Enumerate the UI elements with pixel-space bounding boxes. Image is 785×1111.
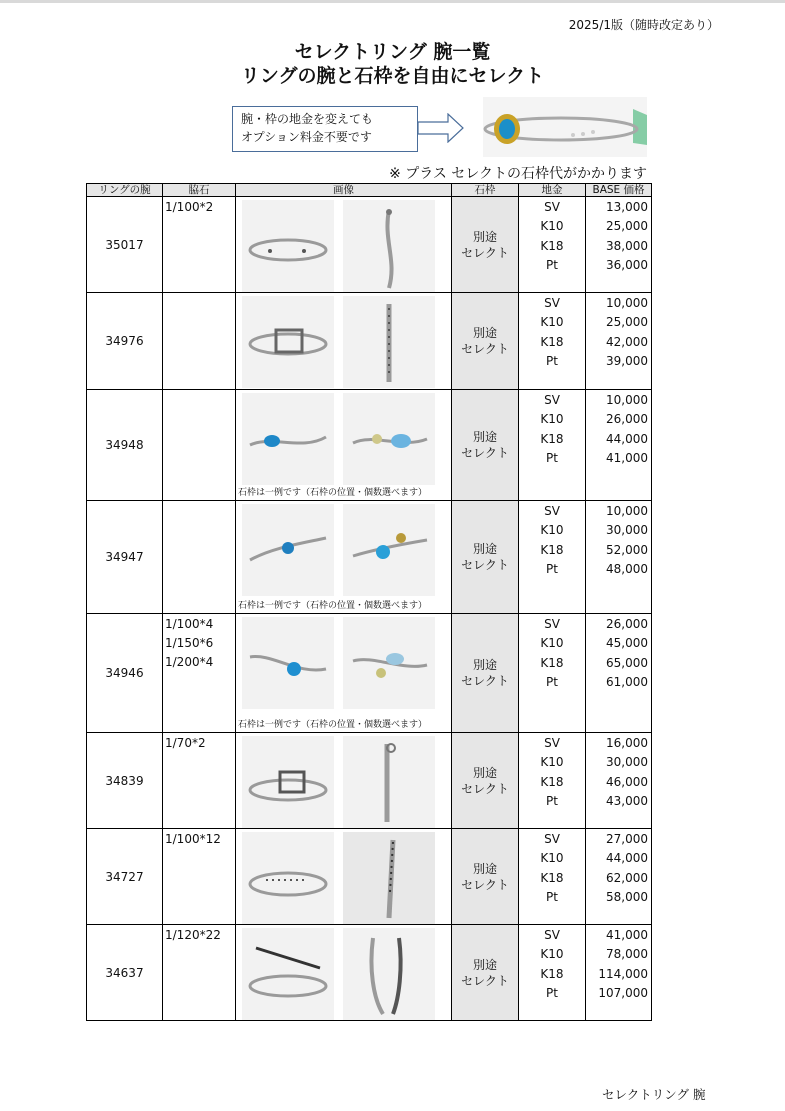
- table-row: [87, 390, 652, 501]
- metal-sv: SV: [544, 393, 560, 407]
- ring-model: 34637: [87, 925, 163, 1021]
- ring-images: [236, 501, 452, 614]
- side-stone-spec: 1/200*4: [165, 655, 214, 669]
- metal-k18: K18: [540, 870, 564, 885]
- side-stone-spec: 1/70*2: [165, 736, 206, 750]
- table-row: [87, 829, 652, 925]
- ring-table: [86, 183, 652, 1021]
- metal-sv: SV: [544, 617, 560, 631]
- ring-photo-side: [343, 393, 435, 485]
- metal-sv: SV: [544, 736, 560, 750]
- title-line-1: セレクトリング 腕一覧: [294, 41, 491, 63]
- ring-photo-front: [242, 504, 334, 596]
- price-cell: [586, 614, 652, 733]
- frame-text-1: 別途: [472, 765, 497, 780]
- price-cell: [586, 197, 652, 293]
- frame-text-2: セレクト: [461, 342, 509, 356]
- metal-k10: K10: [540, 636, 564, 651]
- frame-cell: [452, 390, 519, 501]
- frame-text-1: 別途: [472, 658, 497, 672]
- price-k18: 38,000: [606, 238, 648, 253]
- header-price: BASE 価格: [586, 184, 652, 197]
- header-image: 画像: [236, 184, 452, 197]
- ring-photo-front: [242, 736, 334, 828]
- price-pt: 61,000: [606, 674, 648, 689]
- metal-cell: [519, 733, 586, 829]
- side-stone-spec: 1/150*6: [165, 636, 214, 650]
- price-pt: 39,000: [606, 353, 648, 368]
- header-frame: 石枠: [452, 184, 519, 197]
- ring-images: [236, 614, 452, 733]
- ring-model: 34976: [87, 293, 163, 390]
- frame-text-1: 別途: [472, 542, 497, 556]
- metal-cell: [519, 293, 586, 390]
- ring-images: [236, 733, 452, 829]
- price-k10: 30,000: [606, 523, 648, 538]
- metal-k18: K18: [540, 334, 564, 349]
- metal-cell: [519, 829, 586, 925]
- price-k10: 30,000: [606, 755, 648, 770]
- metal-cell: [519, 501, 586, 614]
- ring-images: [236, 829, 452, 925]
- frame-text-2: セレクト: [461, 877, 509, 892]
- side-stone-spec: 1/100*12: [165, 832, 221, 846]
- frame-cell: [452, 614, 519, 733]
- side-stones: [163, 197, 236, 293]
- frame-text-1: 別途: [472, 957, 497, 972]
- frame-text-1: 別途: [472, 326, 497, 340]
- metal-pt: Pt: [546, 561, 558, 576]
- side-stones: [163, 501, 236, 614]
- ring-photo-front: [242, 617, 334, 709]
- table-row: [87, 925, 652, 1021]
- metal-k18: K18: [540, 238, 564, 253]
- metal-cell: [519, 390, 586, 501]
- ring-images: [236, 197, 452, 293]
- frame-cell: [452, 501, 519, 614]
- price-k10: 44,000: [606, 851, 648, 866]
- frame-text-2: セレクト: [461, 674, 509, 688]
- ring-photo-hero: [483, 97, 647, 157]
- table-row: [87, 501, 652, 614]
- price-cell: [586, 925, 652, 1021]
- header-metal: 地金: [519, 184, 586, 197]
- price-k10: 78,000: [606, 947, 648, 962]
- side-stones: [163, 293, 236, 390]
- metal-k10: K10: [540, 412, 564, 427]
- price-sv: 10,000: [606, 393, 648, 407]
- table-row: [87, 197, 652, 293]
- metal-cell: [519, 925, 586, 1021]
- metal-k18: K18: [540, 542, 564, 557]
- price-pt: 41,000: [606, 450, 648, 465]
- metal-k18: K18: [540, 655, 564, 670]
- table-header-row: [87, 184, 652, 197]
- price-k18: 44,000: [606, 431, 648, 446]
- header-model: リングの腕: [87, 184, 163, 197]
- metal-k10: K10: [540, 219, 564, 234]
- frame-cell: [452, 733, 519, 829]
- metal-sv: SV: [544, 832, 560, 846]
- metal-k18: K18: [540, 774, 564, 789]
- frame-text-2: セレクト: [461, 245, 509, 260]
- ring-images: [236, 293, 452, 390]
- table-row: [87, 614, 652, 733]
- metal-k10: K10: [540, 523, 564, 538]
- price-sv: 10,000: [606, 504, 648, 518]
- callout-line-2: オプション料金不要です: [241, 130, 372, 144]
- surcharge-note: ※ プラス セレクトの石枠代がかかります: [389, 166, 647, 182]
- metal-pt: Pt: [546, 793, 558, 808]
- ring-images: [236, 390, 452, 501]
- page-title: [0, 40, 785, 88]
- side-stones: [163, 614, 236, 733]
- metal-sv: SV: [544, 504, 560, 518]
- ring-photo-side: [343, 200, 435, 292]
- metal-pt: Pt: [546, 674, 558, 689]
- metal-k18: K18: [540, 966, 564, 981]
- metal-k10: K10: [540, 755, 564, 770]
- price-cell: [586, 501, 652, 614]
- callout-box: [232, 106, 418, 152]
- metal-pt: Pt: [546, 257, 558, 272]
- metal-k10: K10: [540, 851, 564, 866]
- frame-cell: [452, 293, 519, 390]
- metal-pt: Pt: [546, 985, 558, 1000]
- metal-pt: Pt: [546, 450, 558, 465]
- metal-cell: [519, 197, 586, 293]
- frame-cell: [452, 197, 519, 293]
- side-stones: [163, 733, 236, 829]
- price-k18: 114,000: [598, 966, 648, 981]
- ring-photo-side: [343, 296, 435, 388]
- side-stones: [163, 390, 236, 501]
- frame-text-2: セレクト: [461, 446, 509, 460]
- frame-cell: [452, 829, 519, 925]
- ring-photo-side: [343, 832, 435, 924]
- price-sv: 41,000: [606, 928, 648, 942]
- frame-text-1: 別途: [472, 229, 497, 244]
- metal-cell: [519, 614, 586, 733]
- image-caption: 石枠は一例です（石枠の位置・個数選べます）: [238, 488, 428, 498]
- ring-model: 35017: [87, 197, 163, 293]
- ring-photo-side: [343, 617, 435, 709]
- price-sv: 10,000: [606, 296, 648, 310]
- frame-text-2: セレクト: [461, 558, 509, 572]
- image-caption: 石枠は一例です（石枠の位置・個数選べます）: [238, 601, 428, 611]
- metal-sv: SV: [544, 296, 560, 310]
- price-sv: 16,000: [606, 736, 648, 750]
- frame-text-1: 別途: [472, 861, 497, 876]
- callout-line-1: 腕・枠の地金を変えても: [241, 112, 374, 126]
- price-sv: 26,000: [606, 617, 648, 631]
- price-k10: 26,000: [606, 412, 648, 427]
- price-pt: 48,000: [606, 561, 648, 576]
- price-k10: 45,000: [606, 636, 648, 651]
- price-k18: 62,000: [606, 870, 648, 885]
- price-pt: 58,000: [606, 889, 648, 904]
- ring-images: [236, 925, 452, 1021]
- side-stone-spec: 1/100*4: [165, 617, 214, 631]
- price-cell: [586, 829, 652, 925]
- metal-sv: SV: [544, 200, 560, 214]
- ring-photo-side: [343, 928, 435, 1020]
- ring-photo-side: [343, 504, 435, 596]
- metal-sv: SV: [544, 928, 560, 942]
- ring-photo-front: [242, 393, 334, 485]
- metal-pt: Pt: [546, 889, 558, 904]
- price-sv: 13,000: [606, 200, 648, 214]
- ring-photo-front: [242, 296, 334, 388]
- page-footer: セレクトリング 腕: [602, 1087, 706, 1102]
- table-row: [87, 293, 652, 390]
- top-rule: [0, 0, 785, 3]
- ring-model: 34946: [87, 614, 163, 733]
- ring-model: 34727: [87, 829, 163, 925]
- ring-model: 34839: [87, 733, 163, 829]
- header-stones: 脇石: [163, 184, 236, 197]
- side-stones: [163, 829, 236, 925]
- price-k18: 42,000: [606, 334, 648, 349]
- table-row: [87, 733, 652, 829]
- price-cell: [586, 390, 652, 501]
- metal-k18: K18: [540, 431, 564, 446]
- price-pt: 43,000: [606, 793, 648, 808]
- ring-photo-front: [242, 200, 334, 292]
- ring-model: 34947: [87, 501, 163, 614]
- arrow-right-icon: [418, 113, 464, 143]
- price-k18: 46,000: [606, 774, 648, 789]
- ring-photo-front: [242, 928, 334, 1020]
- image-caption: 石枠は一例です（石枠の位置・個数選べます）: [238, 720, 428, 730]
- frame-text-2: セレクト: [461, 781, 509, 796]
- price-k18: 52,000: [606, 542, 648, 557]
- price-sv: 27,000: [606, 832, 648, 846]
- title-line-2: リングの腕と石枠を自由にセレクト: [240, 65, 545, 87]
- frame-cell: [452, 925, 519, 1021]
- side-stones: [163, 925, 236, 1021]
- ring-photo-front: [242, 832, 334, 924]
- metal-k10: K10: [540, 947, 564, 962]
- ring-model: 34948: [87, 390, 163, 501]
- side-stone-spec: 1/100*2: [165, 200, 214, 214]
- price-cell: [586, 293, 652, 390]
- price-pt: 107,000: [598, 985, 648, 1000]
- metal-k10: K10: [540, 315, 564, 330]
- price-pt: 36,000: [606, 257, 648, 272]
- price-k18: 65,000: [606, 655, 648, 670]
- edition-note: 2025/1版（随時改定あり）: [568, 18, 719, 32]
- price-k10: 25,000: [606, 219, 648, 234]
- frame-text-1: 別途: [472, 430, 497, 444]
- price-cell: [586, 733, 652, 829]
- ring-photo-side: [343, 736, 435, 828]
- metal-pt: Pt: [546, 353, 558, 368]
- side-stone-spec: 1/120*22: [165, 928, 221, 942]
- price-k10: 25,000: [606, 315, 648, 330]
- frame-text-2: セレクト: [461, 973, 509, 988]
